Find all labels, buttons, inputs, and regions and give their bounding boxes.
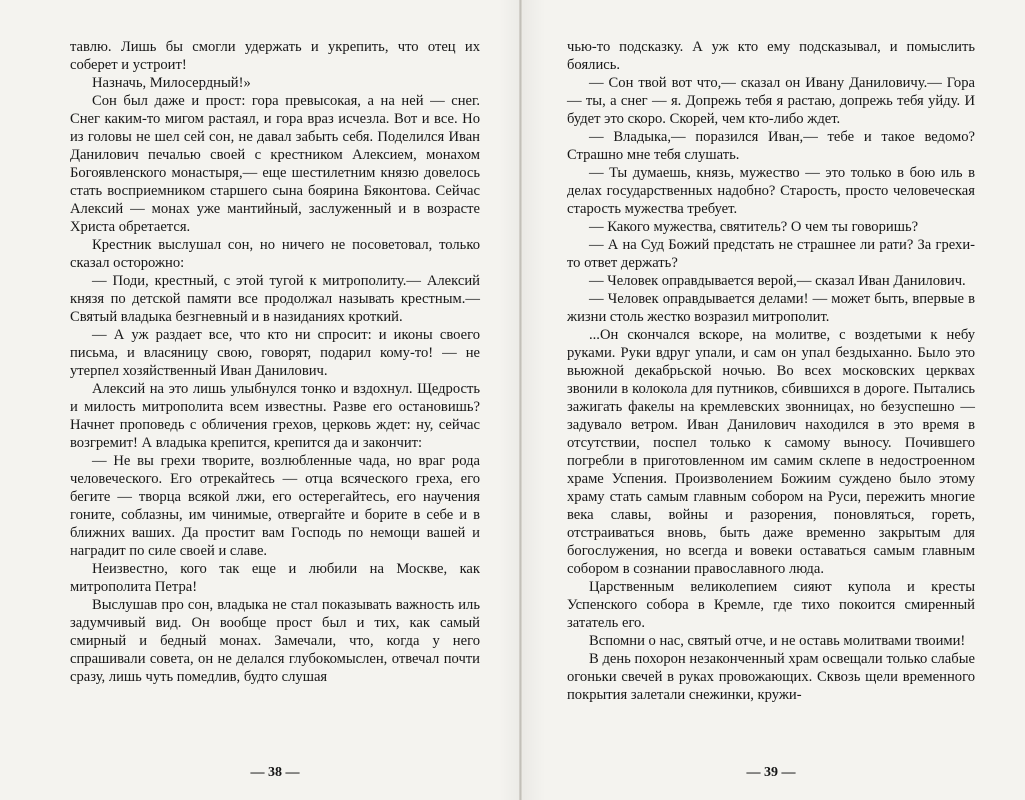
paragraph: Крестник выслушал сон, но ничего не посоветовал, только сказал осторожно: [70,237,480,271]
paragraph: Вспомни о нас, святый отче, и не оставь молитвами твоими! [589,633,966,649]
paragraph: Неизвестно, кого так еще и любили на Москве, как митрополита Петра! [70,561,480,595]
paragraph: Алексий на это лишь улыбнулся тонко и вздохнул. Щедрость и милость митрополита всем известны. Разве его остановишь? Начнет проповедь с обличения грехов, церковь ждет: ну, сейчас возгремит! А владыка крепится, крепится да и закончит: [70,381,480,451]
paragraph: — Человек оправдывается верой,— сказал Иван Данилович. [589,273,966,289]
right-page [567,38,975,780]
gutter-shadow [500,0,545,800]
paragraph: ...Он скончался вскоре, на молитве, с воздетыми к небу руками. Руки вдруг упали, и сам он упал бездыханно. Было это вьюжной декабрьской ночью. Во всех московских церквах звонили в колокола для путников, сбившихся в дороге. Пытались зажигать факелы на кремлевских звонницах, но безуспешно — задувало ветром. Иван Данилович находился в это время в отсутствии, поспел только к самому выносу. Почившего погребли в приготовленном им самим склепе в недостроенном храме Успения. Произволением Божиим суждено было этому храму стать самым главным собором на Руси, пережить многие века славы, войны и разорения, поновляться, гореть, отстраиваться вновь, быть даже временно закрытым для богослужения, но всегда и вовеки оставаться самым главным собором в сознании православного люда. [567,327,975,577]
paragraph: — Не вы грехи творите, возлюбленные чада, но враг рода человеческого. Его отрекайтесь — отца всяческого греха, его бегите — творца всякой лжи, его остерегайтесь, его научения гоните, соблазны, им чинимые, отвергайте и борите в себе и в ближних ваших. Да простит вам Господь по немощи вашей и наградит по силе своей и славе. [70,453,480,559]
page-number: — 38 — [250,765,300,780]
paragraph: Выслушав про сон, владыка не стал показывать важность иль задумчивый вид. Он вообще прост был и тих, как самый смирный и бедный монах. Замечали, что, когда у него спрашивали совета, он не делался глубокомыслен, отвечал почти сразу, лишь чуть помедлив, будто слушая [70,597,480,685]
paragraph: Сон был даже и прост: гора превысокая, а на ней — снег. Снег каким-то мигом растаял, и гора враз исчезла. Вот и все. Но из головы не шел сей сон, не давал забыть себя. Поделился Иван Данилович печалью своей с крестником Алексием, монахом Богоявленского монастыря,— еще шестилетним князю довелось стать восприемником старшего сына боярина Бяконтова. Сейчас Алексий — монах уже мантийный, заслуженный и в возрасте Христа обретается. [70,93,480,235]
paragraph: В день похорон незаконченный храм освещали только слабые огоньки свечей в руках провожающих. Сквозь щели временного покрытия залетали снежинки, кружи- [567,651,975,703]
paragraph: Назначь, Милосердный!» [92,75,251,91]
paragraph: чью-то подсказку. А уж кто ему подсказывал, и помыслить боялись. [567,39,975,73]
page-number: — 39 — [746,765,796,780]
paragraph: — Сон твой вот что,— сказал он Ивану Даниловичу.— Гора — ты, а снег — я. Допрежь тебя я растаю, допрежь тебя уйду. И будет это скоро. Скорей, чем кто-либо ждет. [567,75,975,127]
paragraph: — Ты думаешь, князь, мужество — это только в бою иль в делах государственных надобно? Старость, просто человеческая старость мужества требует. [567,165,975,217]
paragraph: Царственным великолепием сияют купола и кресты Успенского собора в Кремле, где тихо покоится смиренный зататель его. [567,579,975,631]
book-gutter [519,0,522,800]
paragraph: — Поди, крестный, с этой тугой к митрополиту.— Алексий князя по детской памяти все продолжал называть крестным.— Святый владыка безгневный и в назиданиях кроткий. [70,273,480,325]
paragraph: — А уж раздает все, что кто ни спросит: и иконы своего письма, и власяницу свою, говорят, подарил кому-то! — не утерпел хозяйственный Иван Данилович. [70,327,480,379]
paragraph: — А на Суд Божий предстать не страшнее ли рати? За грехи-то ответ держать? [567,237,975,271]
paragraph: тавлю. Лишь бы смогли удержать и укрепить, что отец их соберет и устроит! [70,39,480,73]
paragraph: — Человек оправдывается делами! — может быть, впервые в жизни столь жестко возразил митрополит. [567,291,975,325]
paragraph: — Владыка,— поразился Иван,— тебе и такое ведомо? Страшно мне тебя слушать. [567,129,975,163]
paragraph: — Какого мужества, святитель? О чем ты говоришь? [589,219,919,235]
left-page [70,38,480,780]
